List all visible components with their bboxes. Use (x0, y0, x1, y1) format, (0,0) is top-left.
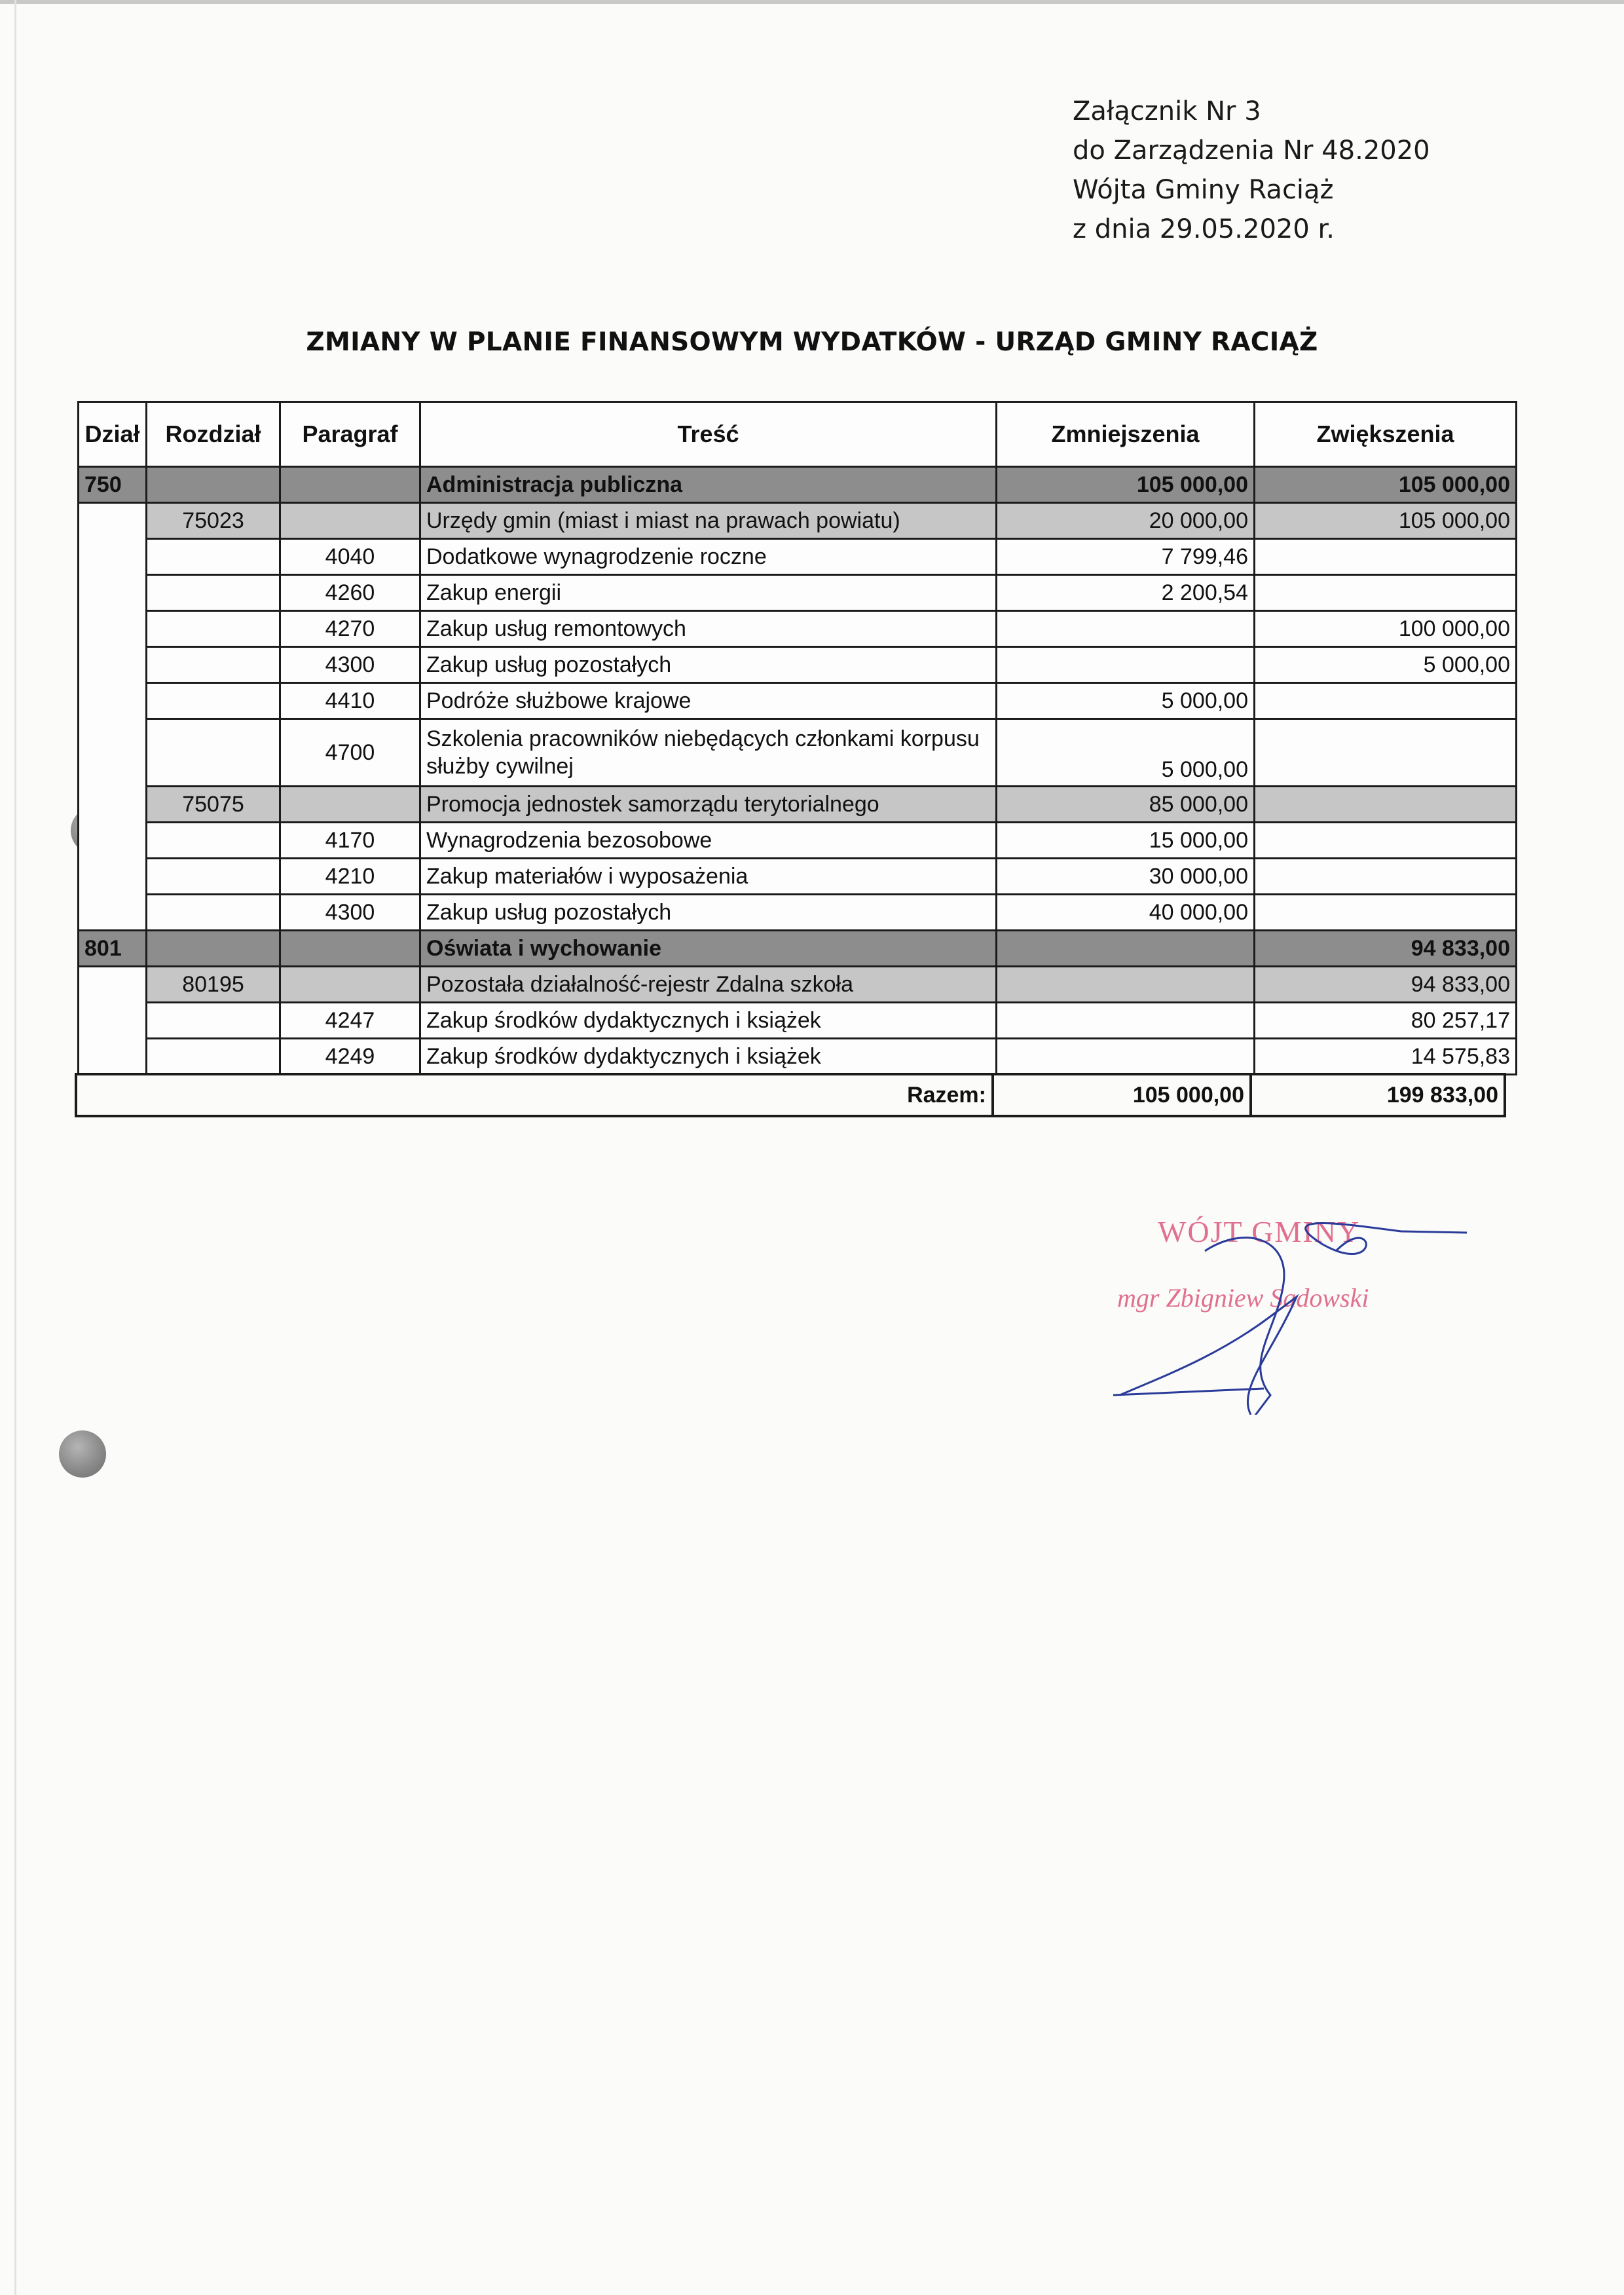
cell-dzial (79, 683, 147, 719)
cell-zwiekszenia: 94 833,00 (1255, 967, 1517, 1003)
document-title: ZMIANY W PLANIE FINANSOWYM WYDATKÓW - URZĄD GMINY RACIĄŻ (306, 327, 1318, 357)
summary-label: Razem: (76, 1074, 993, 1116)
table-row (79, 467, 1517, 503)
summary-zmniejszenia: 105 000,00 (993, 1074, 1251, 1116)
cell-zwiekszenia (1255, 719, 1517, 787)
annex-header (1073, 92, 1430, 249)
cell-zmniejszenia: 7 799,46 (997, 539, 1255, 575)
header-dzial: Dział (79, 402, 147, 467)
cell-zmniejszenia: 20 000,00 (997, 503, 1255, 539)
cell-rozdzial: 75075 (147, 787, 280, 823)
cell-zmniejszenia: 30 000,00 (997, 859, 1255, 895)
cell-paragraf: 4270 (280, 611, 420, 647)
cell-paragraf: 4170 (280, 823, 420, 859)
cell-zwiekszenia (1255, 787, 1517, 823)
table-row (79, 895, 1517, 931)
cell-paragraf (280, 503, 420, 539)
cell-rozdzial (147, 859, 280, 895)
cell-zmniejszenia (997, 1003, 1255, 1039)
cell-dzial (79, 611, 147, 647)
table-row (79, 859, 1517, 895)
cell-paragraf: 4040 (280, 539, 420, 575)
header-rozdzial: Rozdział (147, 402, 280, 467)
cell-dzial: 801 (79, 931, 147, 967)
cell-tresc: Zakup usług remontowych (420, 611, 997, 647)
cell-zwiekszenia (1255, 895, 1517, 931)
cell-tresc: Dodatkowe wynagrodzenie roczne (420, 539, 997, 575)
cell-dzial (79, 1039, 147, 1075)
table-row (79, 823, 1517, 859)
cell-zwiekszenia: 100 000,00 (1255, 611, 1517, 647)
cell-paragraf: 4260 (280, 575, 420, 611)
cell-paragraf (280, 931, 420, 967)
cell-paragraf: 4300 (280, 647, 420, 683)
table-row (79, 503, 1517, 539)
cell-rozdzial (147, 647, 280, 683)
cell-zwiekszenia: 105 000,00 (1255, 503, 1517, 539)
cell-dzial (79, 1003, 147, 1039)
cell-rozdzial (147, 575, 280, 611)
cell-tresc: Administracja publiczna (420, 467, 997, 503)
cell-tresc: Zakup energii (420, 575, 997, 611)
cell-rozdzial (147, 467, 280, 503)
cell-tresc: Zakup środków dydaktycznych i książek (420, 1003, 997, 1039)
annex-line: do Zarządzenia Nr 48.2020 (1073, 136, 1430, 166)
cell-zwiekszenia: 80 257,17 (1255, 1003, 1517, 1039)
annex-line: Załącznik Nr 3 (1073, 96, 1261, 126)
cell-zwiekszenia: 14 575,83 (1255, 1039, 1517, 1075)
cell-tresc: Podróże służbowe krajowe (420, 683, 997, 719)
cell-tresc: Oświata i wychowanie (420, 931, 997, 967)
table-row (79, 575, 1517, 611)
cell-paragraf: 4210 (280, 859, 420, 895)
cell-zmniejszenia (997, 931, 1255, 967)
cell-tresc: Urzędy gmin (miast i miast na prawach powiatu) (420, 503, 997, 539)
scan-top-edge (0, 0, 1624, 4)
annex-line: z dnia 29.05.2020 r. (1073, 214, 1335, 244)
cell-tresc: Zakup usług pozostałych (420, 895, 997, 931)
cell-zmniejszenia (997, 647, 1255, 683)
cell-zmniejszenia: 5 000,00 (997, 719, 1255, 787)
cell-zmniejszenia: 5 000,00 (997, 683, 1255, 719)
summary-row (76, 1074, 1505, 1116)
cell-zmniejszenia (997, 1039, 1255, 1075)
cell-rozdzial (147, 539, 280, 575)
cell-zwiekszenia (1255, 859, 1517, 895)
cell-paragraf: 4700 (280, 719, 420, 787)
cell-tresc: Zakup środków dydaktycznych i książek (420, 1039, 997, 1075)
header-tresc: Treść (420, 402, 997, 467)
cell-rozdzial (147, 895, 280, 931)
table-row (79, 931, 1517, 967)
table-row (79, 1003, 1517, 1039)
cell-zwiekszenia (1255, 683, 1517, 719)
cell-paragraf: 4410 (280, 683, 420, 719)
table-row (79, 647, 1517, 683)
cell-tresc: Zakup materiałów i wyposażenia (420, 859, 997, 895)
header-zwiekszenia: Zwiększenia (1255, 402, 1517, 467)
cell-zmniejszenia: 105 000,00 (997, 467, 1255, 503)
table-row (79, 967, 1517, 1003)
cell-zwiekszenia: 5 000,00 (1255, 647, 1517, 683)
cell-paragraf: 4300 (280, 895, 420, 931)
punch-hole (59, 1430, 106, 1478)
cell-tresc: Pozostała działalność-rejestr Zdalna szkoła (420, 967, 997, 1003)
cell-paragraf: 4247 (280, 1003, 420, 1039)
official-stamp (1074, 1199, 1480, 1415)
table-row (79, 719, 1517, 787)
summary-table (75, 1073, 1506, 1117)
cell-zmniejszenia: 40 000,00 (997, 895, 1255, 931)
header-zmniejszenia: Zmniejszenia (997, 402, 1255, 467)
cell-zwiekszenia: 94 833,00 (1255, 931, 1517, 967)
cell-zmniejszenia (997, 611, 1255, 647)
cell-rozdzial (147, 823, 280, 859)
cell-paragraf (280, 467, 420, 503)
stamp-name: mgr Zbigniew Sadowski (1117, 1283, 1369, 1313)
cell-zmniejszenia: 2 200,54 (997, 575, 1255, 611)
cell-rozdzial: 80195 (147, 967, 280, 1003)
cell-zwiekszenia (1255, 823, 1517, 859)
cell-rozdzial (147, 683, 280, 719)
table-row (79, 539, 1517, 575)
cell-dzial (79, 895, 147, 931)
cell-rozdzial (147, 611, 280, 647)
cell-dzial (79, 575, 147, 611)
cell-tresc: Wynagrodzenia bezosobowe (420, 823, 997, 859)
cell-zmniejszenia: 85 000,00 (997, 787, 1255, 823)
cell-tresc: Szkolenia pracowników niebędących członkami korpusu służby cywilnej (420, 719, 997, 787)
cell-rozdzial (147, 931, 280, 967)
financial-plan-table (77, 401, 1517, 1075)
cell-dzial (79, 539, 147, 575)
summary-zwiekszenia: 199 833,00 (1251, 1074, 1505, 1116)
cell-dzial (79, 787, 147, 823)
annex-line: Wójta Gminy Raciąż (1073, 175, 1334, 205)
cell-rozdzial (147, 719, 280, 787)
cell-dzial (79, 647, 147, 683)
table-row (79, 787, 1517, 823)
cell-zwiekszenia: 105 000,00 (1255, 467, 1517, 503)
signature-icon (1074, 1199, 1480, 1415)
cell-zmniejszenia: 15 000,00 (997, 823, 1255, 859)
cell-dzial (79, 823, 147, 859)
cell-dzial (79, 967, 147, 1003)
cell-rozdzial (147, 1003, 280, 1039)
cell-dzial (79, 719, 147, 787)
cell-zwiekszenia (1255, 539, 1517, 575)
cell-dzial: 750 (79, 467, 147, 503)
table-header-row (79, 402, 1517, 467)
cell-zmniejszenia (997, 967, 1255, 1003)
stamp-title: WÓJT GMINY (1158, 1215, 1361, 1248)
table-row (79, 611, 1517, 647)
cell-dzial (79, 859, 147, 895)
header-paragraf: Paragraf (280, 402, 420, 467)
cell-paragraf (280, 787, 420, 823)
cell-zwiekszenia (1255, 575, 1517, 611)
cell-paragraf: 4249 (280, 1039, 420, 1075)
cell-tresc: Zakup usług pozostałych (420, 647, 997, 683)
cell-tresc: Promocja jednostek samorządu terytorialnego (420, 787, 997, 823)
table-row (79, 683, 1517, 719)
table-row (79, 1039, 1517, 1075)
cell-rozdzial (147, 1039, 280, 1075)
cell-paragraf (280, 967, 420, 1003)
cell-dzial (79, 503, 147, 539)
cell-rozdzial: 75023 (147, 503, 280, 539)
